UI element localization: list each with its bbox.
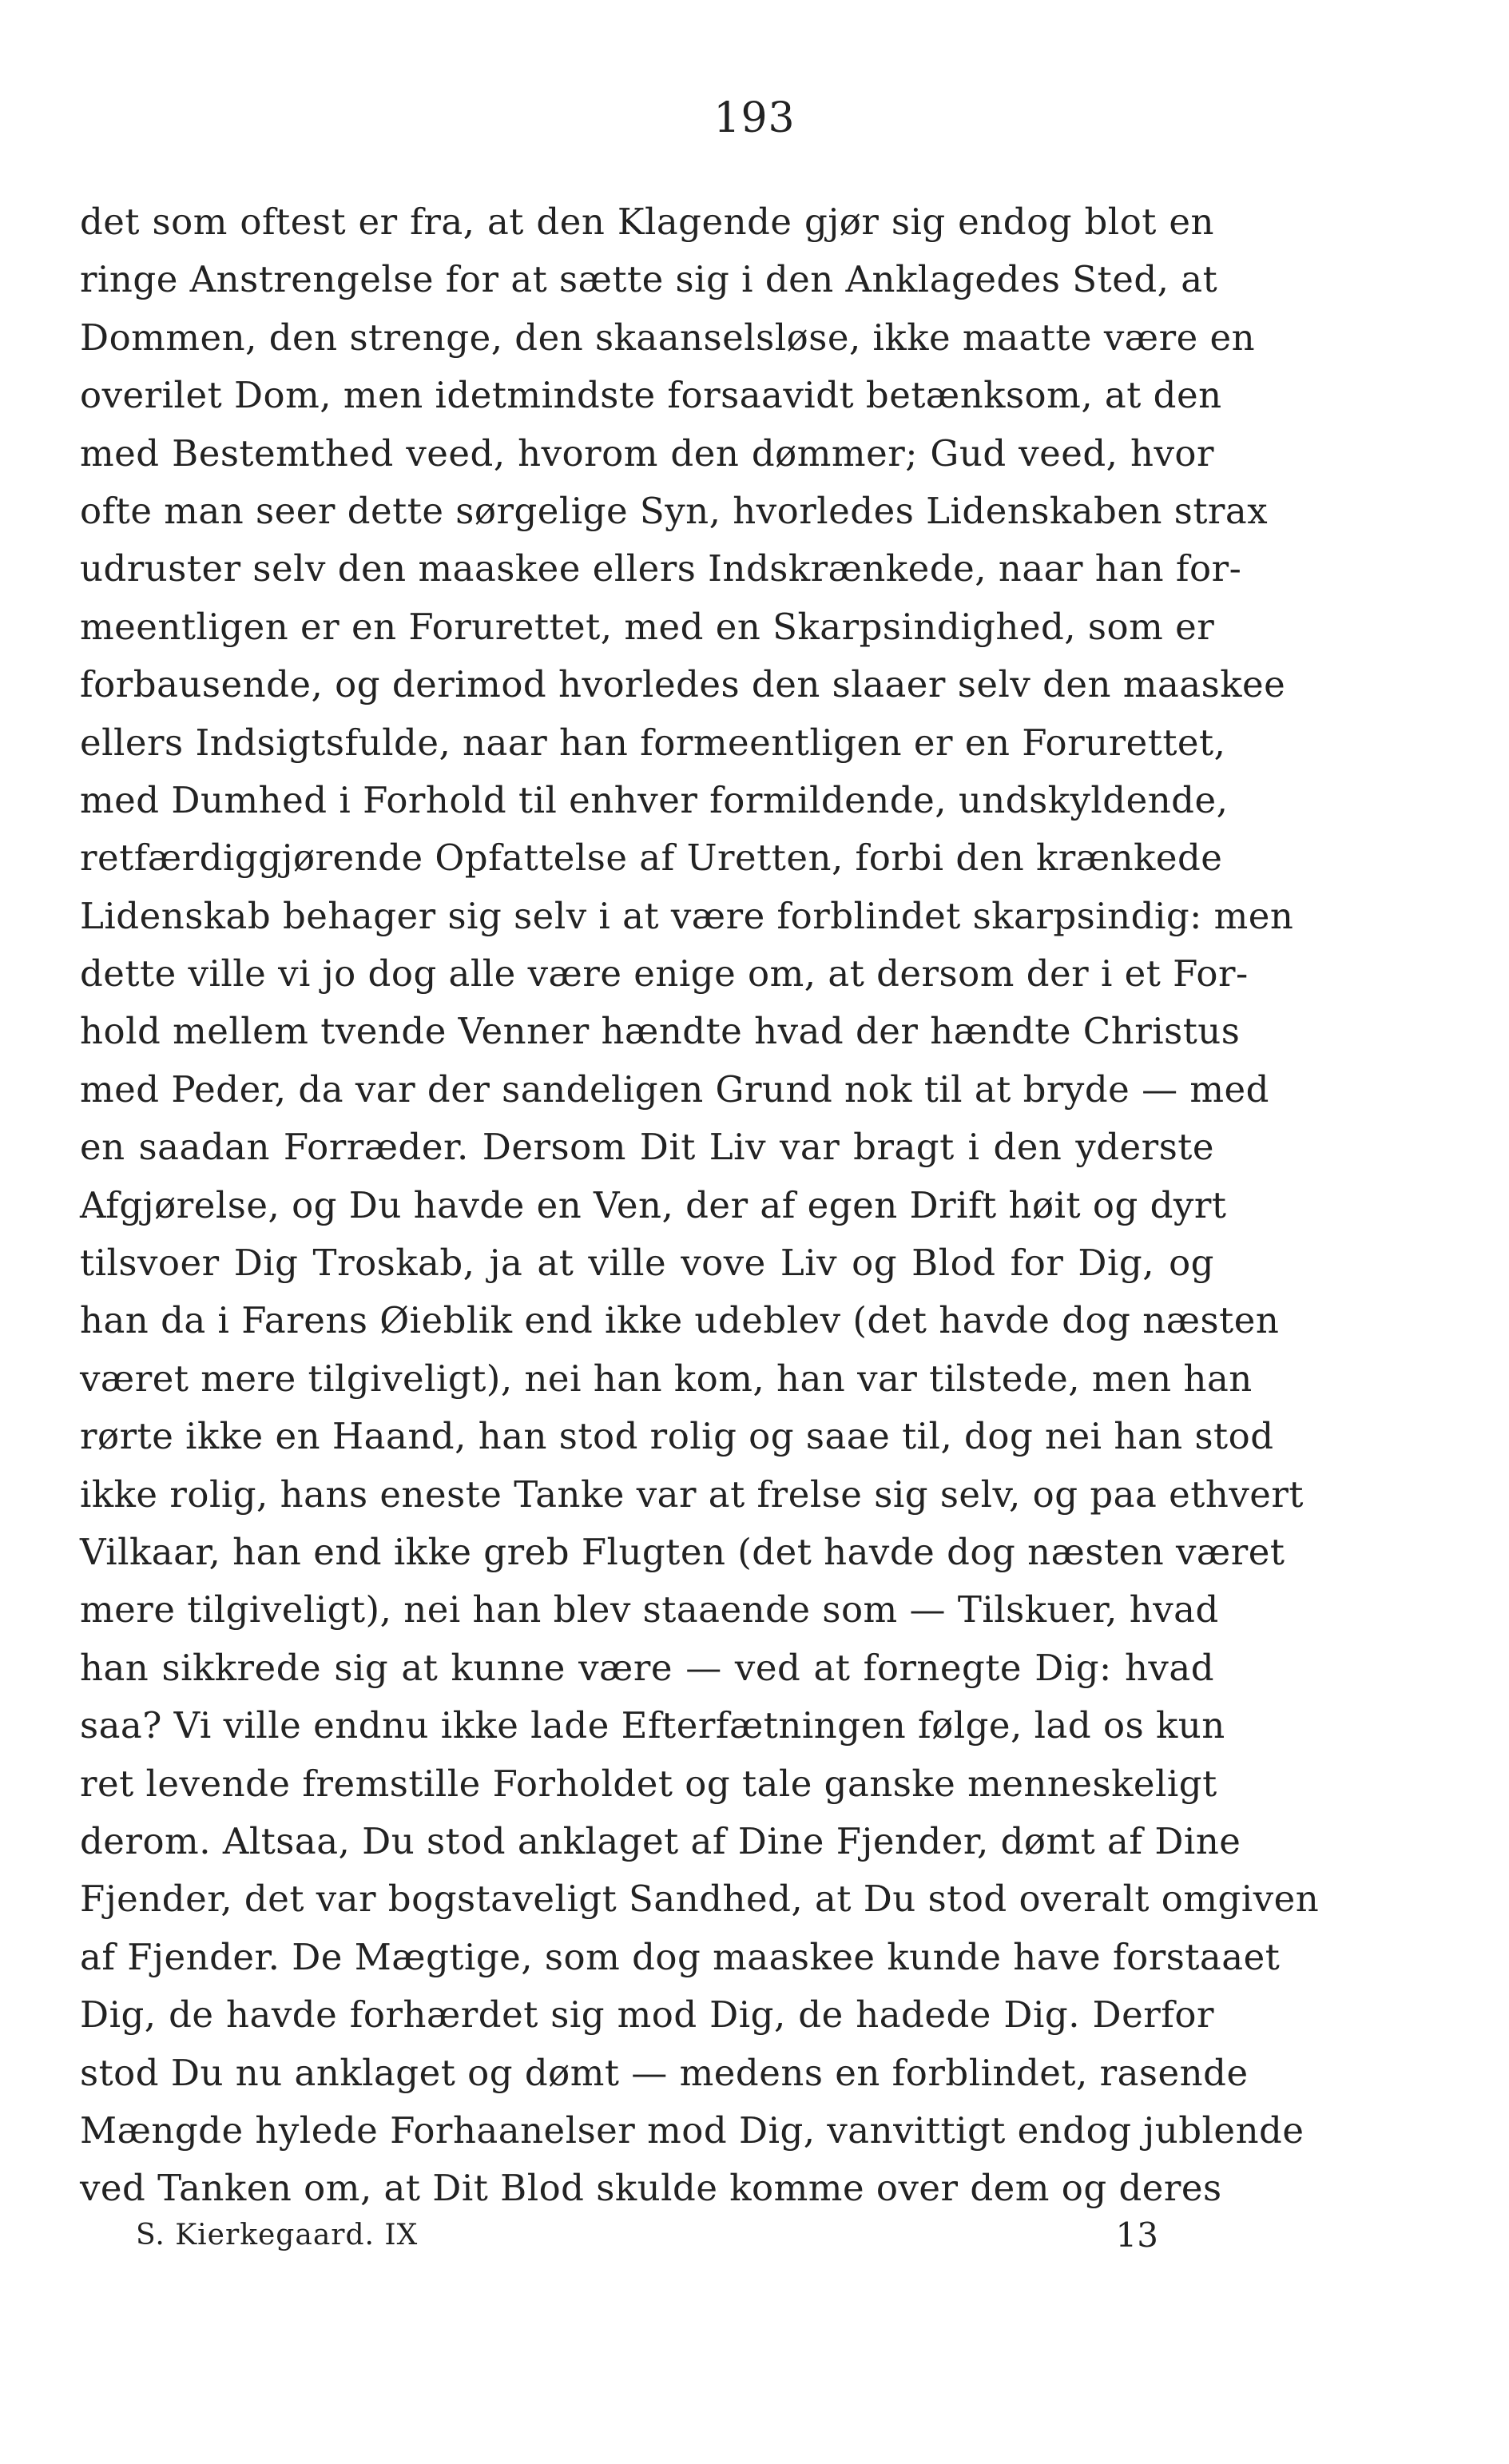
text-line: ellers Indsigtsfulde, naar han formeentligen er en Forurettet, <box>80 721 1226 764</box>
text-line: forbausende, og derimod hvorledes den slaaer selv den maaskee <box>80 663 1286 706</box>
text-line: ikke rolig, hans eneste Tanke var at frelse sig selv, og paa ethvert <box>80 1472 1304 1516</box>
text-line: han sikkrede sig at kunne være — ved at fornegte Dig: hvad <box>80 1646 1214 1689</box>
printer-signature: S. Kierkegaard. IX <box>136 2219 419 2251</box>
text-line: retfærdiggjørende Opfattelse af Uretten, forbi den krænkede <box>80 837 1223 880</box>
text-line: Lidenskab behager sig selv i at være forblindet skarpsindig: men <box>80 894 1294 937</box>
text-line: af Fjender. De Mægtige, som dog maaskee kunde have forstaaet <box>80 1935 1281 1978</box>
text-line: været mere tilgiveligt), nei han kom, han var tilstede, men han <box>80 1357 1253 1400</box>
text-line: saa? Vi ville endnu ikke lade Efterfætningen følge, lad os kun <box>80 1704 1225 1747</box>
text-line: Vilkaar, han end ikke greb Flugten (det havde dog næsten været <box>80 1530 1285 1573</box>
text-line: med Bestemthed veed, hvorom den dømmer; Gud veed, hvor <box>80 431 1214 475</box>
signature-number: 13 <box>1115 2216 1158 2255</box>
text-line: ret levende fremstille Forholdet og tale ganske menneskeligt <box>80 1762 1217 1805</box>
text-line: det som oftest er fra, at den Klagende gjør sig endog blot en <box>80 201 1214 243</box>
text-line: en saadan Forræder. Dersom Dit Liv var bragt i den yderste <box>80 1126 1214 1169</box>
text-line: stod Du nu anklaget og dømt — medens en forblindet, rasende <box>80 2051 1249 2094</box>
text-line: meentligen er en Forurettet, med en Skarpsindighed, som er <box>80 605 1215 648</box>
text-line: tilsvoer Dig Troskab, ja at ville vove Liv og Blod for Dig, og <box>80 1242 1214 1285</box>
text-line: dette ville vi jo dog alle være enige om, at dersom der i et For- <box>80 952 1249 996</box>
text-line: hold mellem tvende Venner hændte hvad der hændte Christus <box>80 1010 1241 1053</box>
text-line: rørte ikke en Haand, han stod rolig og saae til, dog nei han stod <box>80 1415 1274 1458</box>
text-line: med Peder, da var der sandeligen Grund nok til at bryde — med <box>80 1067 1269 1111</box>
page-footer <box>80 2212 1214 2259</box>
text-line: overilet Dom, men idetmindste forsaavidt betænksom, at den <box>80 374 1222 417</box>
text-line: mere tilgiveligt), nei han blev staaende som — Tilskuer, hvad <box>80 1588 1219 1631</box>
text-line: derom. Altsaa, Du stod anklaget af Dine Fjender, dømt af Dine <box>80 1819 1241 1862</box>
text-line: Dommen, den strenge, den skaanselsløse, ikke maatte være en <box>80 316 1256 359</box>
text-line: Dig, de havde forhærdet sig mod Dig, de hadede Dig. Derfor <box>80 1993 1214 2037</box>
page-number: 193 <box>713 94 796 142</box>
text-line: Fjender, det var bogstaveligt Sandhed, at Du stod overalt omgiven <box>80 1878 1320 1921</box>
text-line: Mængde hylede Forhaanelser mod Dig, vanvittigt endog jublende <box>80 2108 1304 2152</box>
text-line: han da i Farens Øieblik end ikke udeblev (det havde dog næsten <box>80 1299 1280 1342</box>
text-line: ofte man seer dette sørgelige Syn, hvorledes Lidenskaben strax <box>80 489 1269 532</box>
body-text <box>80 193 1320 2218</box>
text-line: ringe Anstrengelse for at sætte sig i den Anklagedes Sted, at <box>80 258 1218 301</box>
text-line: med Dumhed i Forhold til enhver formildende, undskyldende, <box>80 778 1229 821</box>
text-line: udruster selv den maaskee ellers Indskrænkede, naar han for- <box>80 547 1242 590</box>
text-line: Afgjørelse, og Du havde en Ven, der af egen Drift høit og dyrt <box>80 1183 1227 1226</box>
text-line: ved Tanken om, at Dit Blod skulde komme over dem og deres <box>80 2167 1222 2210</box>
